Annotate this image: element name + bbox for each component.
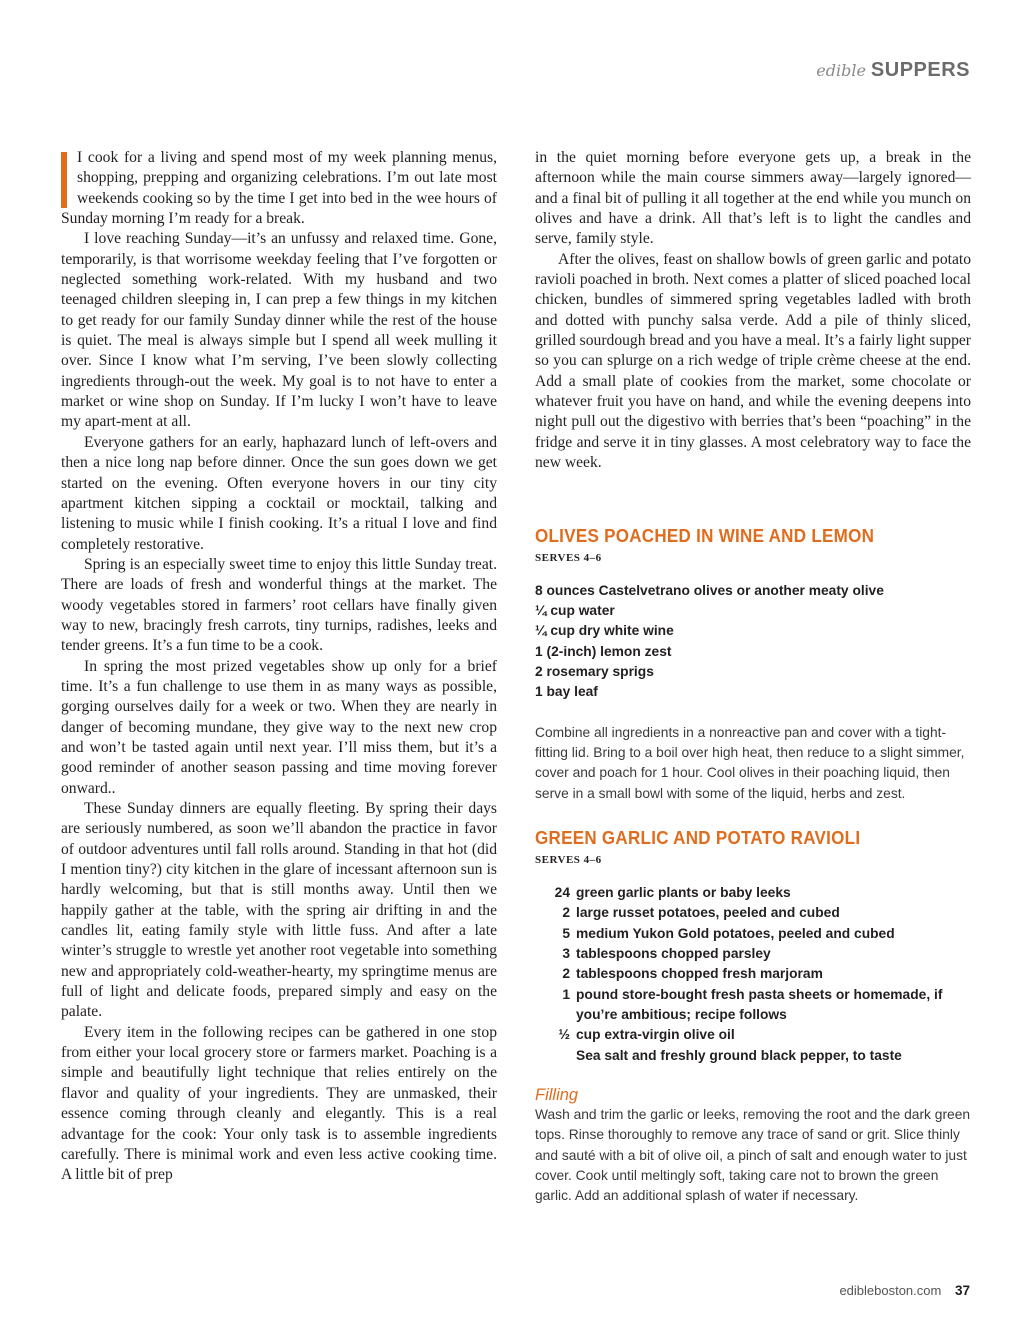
body-paragraph: I love reaching Sunday—it’s an unfussy and relaxed time. Gone, temporarily, is that worrisome weekday feeling that I’ve forgotten or neglected something work-related. With my husband and two teenaged children sleeping in, I can prep a few things in my kitchen to get ready for our family Sunday dinner while the rest of the house is quiet. The meal is always simple but I spend all week mulling it over. Since I know what I’m serving, I’ve been slowly collecting ingredients through-out the week. My goal is to not have to enter a market or wine shop on Sunday. If I’m lucky I won’t have to leave my apart-ment at all.	[61, 230, 497, 431]
ingredient-row	[535, 985, 971, 1026]
ingredient-item: pound store-bought fresh pasta sheets or homemade, if you’re ambitious; recipe follows	[576, 986, 943, 1022]
left-column	[61, 148, 497, 1186]
body-paragraph: After the olives, feast on shallow bowls of green garlic and potato ravioli poached in broth. Next comes a platter of sliced poached local chicken, bundles of simmered spring vegetables ladled with broth and dotted with punchy salsa verde. Add a pile of thinly sliced, grilled sourdough bread and you have a meal. It’s a fairly light supper so you can splurge on a rich wedge of triple crème cheese at the end. Add a small plate of cookies from the market, some chocolate or whatever fruit you have on hand, and while the evening deepens into night pull out the digestivo with berries that’s been “poaching” in the fridge and serve it in tiny glasses. A most celebratory way to face the new week.	[535, 250, 971, 472]
ingredient-item: Sea salt and freshly ground black pepper, to taste	[576, 1047, 902, 1063]
recipe-title-olives: OLIVES POACHED IN WINE AND LEMON	[535, 524, 875, 546]
ingredient-item: 2 rosemary sprigs	[535, 663, 654, 679]
header-section: SUPPERS	[870, 59, 970, 81]
ingredient-item: ¼ cup dry white wine	[535, 623, 674, 639]
ingredient-row	[535, 903, 971, 923]
ingredient-item: cup extra-virgin olive oil	[576, 1027, 735, 1043]
header-brand: edible	[816, 61, 866, 80]
ingredient-row	[535, 964, 971, 984]
ingredient-qty: 5	[562, 925, 570, 941]
ingredient-item: 8 ounces Castelvetrano olives or another meaty olive	[535, 582, 884, 598]
ingredient-item: 1 bay leaf	[535, 684, 598, 700]
ingredient-qty: 24	[554, 884, 570, 900]
body-paragraph: In spring the most prized vegetables show up only for a brief time. It’s a fun challenge to use them in as many ways as possible, gorging ourselves daily for a week or two. When they are nearly in danger of becoming mundane, they give way to the next new crop and won’t be tasted again until next year. I’ll miss them, but it’s a good reminder of another season passing and time moving forever onward..	[61, 657, 497, 797]
intro-paragraph: I cook for a living and spend most of my week planning menus, shopping, prepping and organizing celebrations. I’m out late most weekends cooking so by the time I get into bed in the wee hours of Sunday morning I’m ready for a break.	[61, 149, 497, 228]
ingredient-item: medium Yukon Gold potatoes, peeled and cubed	[576, 925, 895, 941]
ingredient-item: tablespoons chopped parsley	[576, 945, 771, 961]
method-text-filling: Wash and trim the garlic or leeks, removing the root and the dark green tops. Rinse thoroughly to remove any trace of sand or grit. Slice thinly and sauté with a bit of olive oil, a pinch of salt and enough water to just cover. Cook until meltingly soft, taking care not to brown the green garlic. Add an additional splash of water if necessary.	[535, 1107, 971, 1204]
ingredient-qty	[535, 1046, 576, 1066]
ingredient-item: tablespoons chopped fresh marjoram	[576, 966, 823, 982]
ingredient-row	[535, 1046, 971, 1066]
page-footer	[839, 1283, 970, 1298]
footer-site: edibleboston.com	[839, 1283, 942, 1298]
ingredient-qty: 3	[562, 945, 570, 961]
ingredient-row	[535, 924, 971, 944]
ingredient-item: 1 (2-inch) lemon zest	[535, 643, 672, 659]
ingredient-item: green garlic plants or baby leeks	[576, 884, 791, 900]
body-paragraph: These Sunday dinners are equally fleeting. By spring their days are seriously numbered, as soon we’ll abandon the practice in favor of outdoor adventures until fall rolls around. Standing in that hot (did I mention tiny?) city kitchen in the glare of incessant afternoon sun is hardly welcoming, but that is still months away. Until then we happily gather at the table, with the spring air drifting in and the candles lit, eating family style with little fuss. And after a late winter’s struggle to wrestle yet another root vegetable into something new and appropriately cold-weather-hearty, my springtime menus are full of light and delicate foods, prepared simply and easy on the palate.	[61, 800, 497, 1021]
recipe-serves: SERVES 4–6	[535, 551, 602, 564]
recipe-title-ravioli: GREEN GARLIC AND POTATO RAVIOLI	[535, 826, 861, 848]
ingredient-list-olives	[535, 581, 971, 703]
ingredient-qty: 2	[562, 966, 570, 982]
right-column	[535, 148, 971, 1207]
ingredient-row	[535, 883, 971, 903]
body-paragraph: Every item in the following recipes can be gathered in one stop from either your local grocery store or farmers market. Poaching is a simple and beautifully light technique that relies entirely on the flavor and quality of your ingredients. They are unmasked, their essence coming through cleanly and elegantly. This is a real advantage for the cook: Your only task is to assemble ingredients carefully. There is minimal work and even less active cooking time. A little bit of prep	[61, 1023, 497, 1184]
body-paragraph: Everyone gathers for an early, haphazard lunch of left-overs and then a nice long nap before dinner. Once the sun goes down we get started on the evening. Often everyone hovers in our tiny city apartment kitchen sipping a cocktail or mocktail, talking and listening to music while I finish cooking. It’s a ritual I love and find completely restorative.	[61, 433, 497, 553]
body-paragraph: in the quiet morning before everyone gets up, a break in the afternoon while the main course simmers away—largely ignored—and a final bit of pulling it all together at the end while you munch on olives and have a drink. All that’s left is to light the candles and serve, family style.	[535, 149, 971, 248]
ingredient-row	[535, 944, 971, 964]
recipe-serves: SERVES 4–6	[535, 853, 602, 866]
drop-cap-bar	[61, 152, 67, 208]
ingredient-list-ravioli	[535, 883, 971, 1066]
running-header	[816, 58, 970, 83]
ingredient-item: ¼ cup water	[535, 602, 615, 618]
ingredient-qty: 2	[562, 905, 570, 921]
body-paragraph: Spring is an especially sweet time to enjoy this little Sunday treat. There are loads of fresh and wonderful things at the market. The woody vegetables stored in farmers’ root cellars have finally given way to new, bracingly fresh carrots, tiny turnips, radishes, leeks and tender greens. It’s a fun time to be a cook.	[61, 555, 497, 655]
page-number: 37	[954, 1283, 970, 1298]
method-text-olives: Combine all ingredients in a nonreactive pan and cover with a tight-fitting lid. Bring to a boil over high heat, then reduce to a slight simmer, cover and poach for 1 hour. Cool olives in their poaching liquid, then serve in a small bowl with some of the liquid, herbs and zest.	[535, 724, 965, 801]
ingredient-row	[535, 1025, 971, 1045]
filling-subheading: Filling	[535, 1086, 579, 1105]
ingredient-item: large russet potatoes, peeled and cubed	[576, 905, 840, 921]
ingredient-qty: 1	[562, 986, 570, 1002]
ingredient-qty: ½	[558, 1027, 570, 1043]
